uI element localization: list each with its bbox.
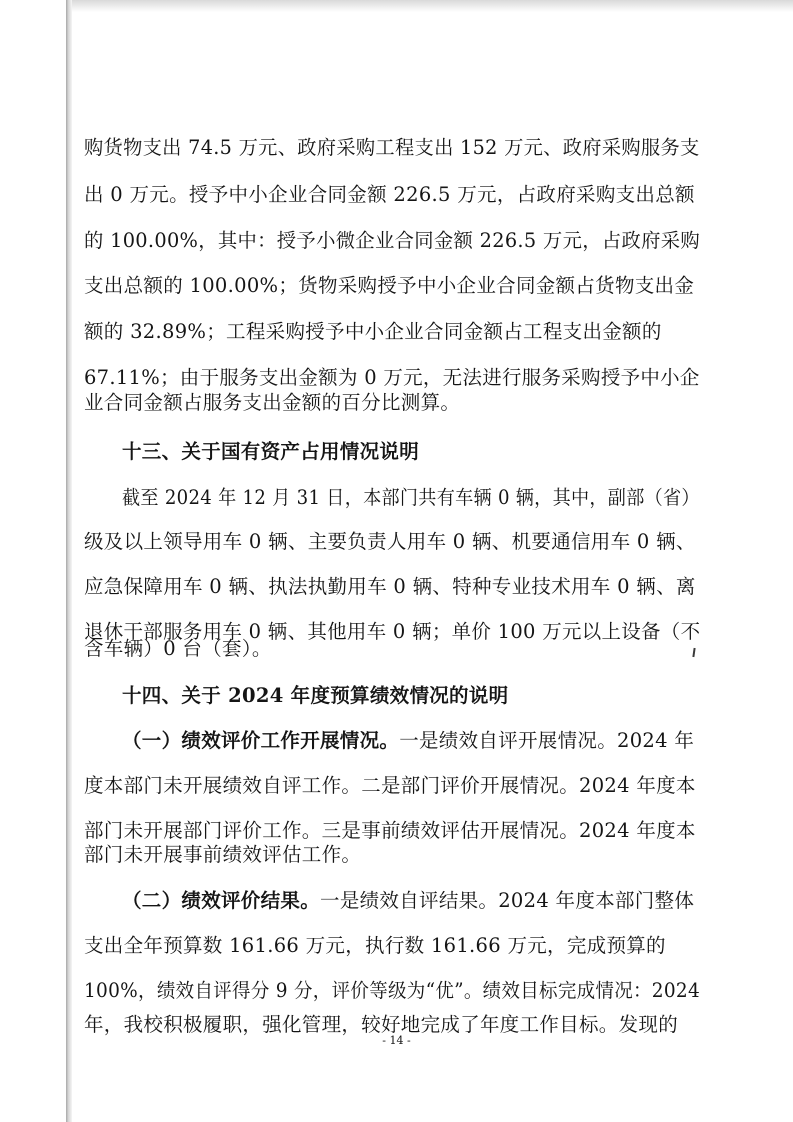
body-text-line: 业合同金额占服务支出金额的百分比测算。 [84,391,461,414]
section-heading-14: 十四、关于 2024 年度预算绩效情况的说明 [122,684,509,707]
scan-edge-shadow [66,0,72,1122]
body-text-line: 额的 32.89%；工程采购授予中小企业合同金额占工程支出金额的 [84,320,662,343]
body-text-line: 年，我校积极履职，强化管理，较好地完成了年度工作目标。发现的 [84,1013,679,1036]
body-text-line: 出 0 万元。授予中小企业合同金额 226.5 万元，占政府采购支出总额 [84,183,695,206]
body-text-line: 部门未开展部门评价工作。三是事前绩效评估开展情况。2024 年度本 [84,819,696,842]
body-text-line: 支出总额的 100.00%；货物采购授予中小企业合同金额占货物支出金 [84,274,695,297]
body-text-line: 级及以上领导用车 0 辆、主要负责人用车 0 辆、机要通信用车 0 辆、 [84,530,696,553]
body-text-line [122,729,694,753]
body-text-line: 100%，绩效自评得分 9 分，评价等级为“优”。绩效目标完成情况：2024 [84,979,701,1002]
body-text-line: 应急保障用车 0 辆、执法执勤用车 0 辆、特种专业技术用车 0 辆、离 [84,575,696,598]
body-text-line: 支出全年预算数 161.66 万元，执行数 161.66 万元，完成预算的 [84,934,666,957]
scan-top-shadow [72,0,793,12]
body-text-line: 部门未开展事前绩效评估工作。 [84,843,362,866]
subsection-title-2: （二）绩效评价结果。 [122,889,321,912]
stray-mark [692,648,695,657]
subsection-text: 一是绩效自评结果。2024 年度本部门整体 [320,889,695,912]
body-text-line: 含车辆）0 台（套）。 [84,637,272,660]
body-text-line: 度本部门未开展绩效自评工作。二是部门评价开展情况。2024 年度本 [84,774,696,797]
body-text-line: 截至 2024 年 12 月 31 日，本部门共有车辆 0 辆，其中，副部（省） [122,486,700,509]
subsection-title-1: （一）绩效评价工作开展情况。 [122,729,400,752]
body-text-line: 67.11%；由于服务支出金额为 0 万元，无法进行服务采购授予中小企 [84,366,700,389]
body-text-line: 退休干部服务用车 0 辆、其他用车 0 辆；单价 100 万元以上设备（不 [84,620,701,643]
body-text-line: 的 100.00%，其中：授予小微企业合同金额 226.5 万元，占政府采购 [84,229,701,252]
body-text-line [122,889,694,913]
section-heading-13: 十三、关于国有资产占用情况说明 [122,440,420,463]
body-text-line: 购货物支出 74.5 万元、政府采购工程支出 152 万元、政府采购服务支 [84,136,700,159]
page-number: - 14 - [382,1034,411,1047]
subsection-text: 一是绩效自评开展情况。2024 年 [399,729,695,752]
